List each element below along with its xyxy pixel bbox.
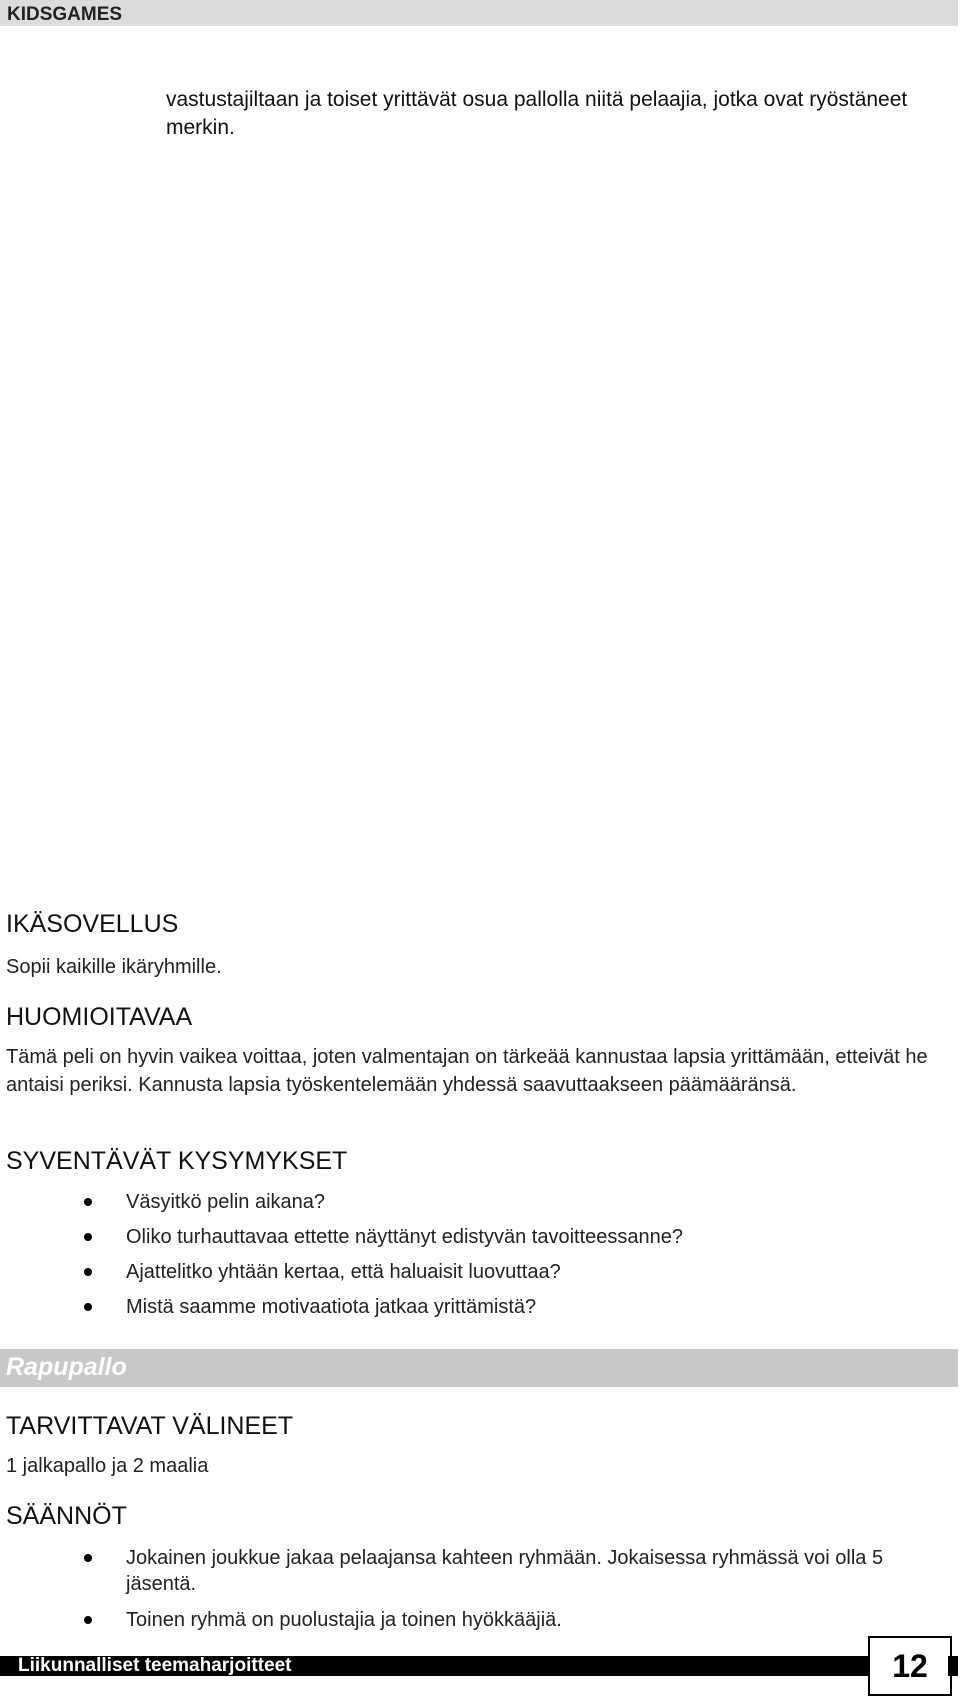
bullet-icon: [84, 1303, 92, 1311]
list-item: Oliko turhauttavaa ettette näyttänyt edistyvän tavoitteessanne?: [0, 1224, 946, 1250]
heading-huomioitavaa: HUOMIOITAVAA: [6, 1003, 193, 1031]
list-item: Toinen ryhmä on puolustajia ja toinen hyökkääjiä.: [0, 1607, 946, 1633]
section-bar: [0, 1349, 958, 1387]
list-item: Ajattelitko yhtään kertaa, että haluaisit luovuttaa?: [0, 1259, 946, 1285]
tarvittavat-text: 1 jalkapallo ja 2 maalia: [6, 1455, 209, 1477]
section-title: Rapupallo: [6, 1353, 127, 1381]
huomioitavaa-text: Tämä peli on hyvin vaikea voittaa, joten valmentajan on tärkeää kannustaa lapsia yrittämään, etteivät he antaisi periksi. Kannusta lapsia työskentelemään yhdessä saavuttaakseen päämääränsä.: [6, 1046, 928, 1096]
list-item: Mistä saamme motivaatiota jatkaa yrittämistä?: [0, 1294, 946, 1320]
footer-bar: [0, 1656, 958, 1676]
heading-ikasovellus: IKÄSOVELLUS: [6, 910, 179, 938]
ikasovellus-text: Sopii kaikille ikäryhmille.: [6, 956, 222, 978]
list-item: Väsyitkö pelin aikana?: [0, 1189, 946, 1215]
heading-tarvittavat-valineet: TARVITTAVAT VÄLINEET: [6, 1412, 294, 1440]
header-bar: [0, 0, 958, 26]
heading-syventavat-kysymykset: SYVENTÄVÄT KYSYMYKSET: [6, 1147, 348, 1175]
page-number: 12: [868, 1636, 952, 1696]
heading-saannot: SÄÄNNÖT: [6, 1502, 127, 1530]
bullet-icon: [84, 1268, 92, 1276]
bullet-icon: [84, 1616, 92, 1624]
footer-title: Liikunnalliset teemaharjoitteet: [18, 1655, 292, 1676]
header-title: KIDSGAMES: [7, 4, 123, 25]
footer-tick: [948, 1656, 952, 1676]
list-item: Jokainen joukkue jakaa pelaajansa kahteen ryhmään. Jokaisessa ryhmässä voi olla 5 jäsentä.: [0, 1545, 946, 1597]
continuation-paragraph: vastustajiltaan ja toiset yrittävät osua pallolla niitä pelaajia, jotka ovat ryöstäneet merkin.: [166, 88, 908, 139]
bullet-icon: [84, 1198, 92, 1206]
syventavat-list: [0, 1189, 960, 1320]
bullet-icon: [84, 1233, 92, 1241]
saannot-list: [0, 1545, 960, 1633]
bullet-icon: [84, 1554, 92, 1562]
